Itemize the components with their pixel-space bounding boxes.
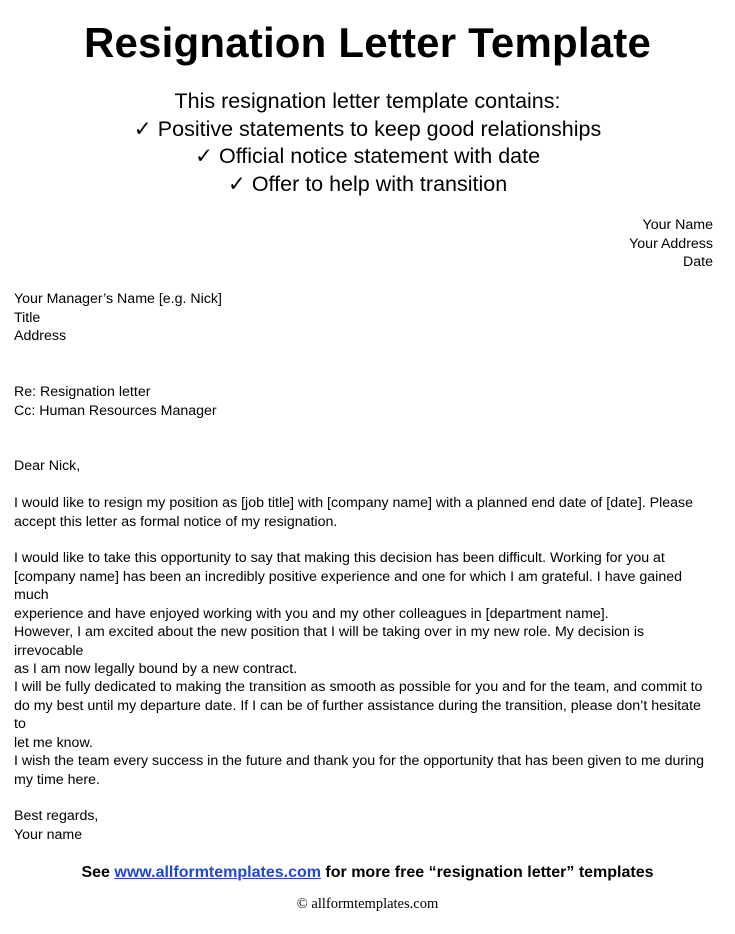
reference-block (14, 383, 714, 420)
checkmark-icon: ✓ (133, 116, 152, 141)
closing-regards: Best regards, (14, 808, 99, 824)
sender-name: Your Name (642, 217, 713, 233)
signature-name: Your name (14, 826, 83, 843)
paragraph-line: [company name] has been an incredibly positive experience and one for which I am grateful. I have gained much (14, 568, 683, 604)
paragraph-line: do my best until my departure date. If I can be of further assistance during the transition, please don’t hesitate to (14, 697, 701, 733)
intro-section (0, 88, 735, 199)
recipient-title: Title (14, 309, 41, 326)
paragraph-line: accept this letter as formal notice of my resignation. (14, 513, 338, 530)
paragraph-line: However, I am excited about the new position that I will be taking over in my new role. My decision is irrevocable (14, 624, 645, 659)
paragraph-line: I would like to resign my position as [job title] with [company name] with a planned end date of [date]. Please (14, 495, 694, 511)
re-line: Re: Resignation letter (14, 384, 151, 400)
cc-line: Cc: Human Resources Manager (14, 402, 217, 419)
closing-block (14, 807, 714, 844)
body-paragraph (14, 752, 714, 789)
footer-prefix: See (81, 864, 110, 881)
footer-suffix: for more free “resignation letter” templates (325, 864, 654, 881)
recipient-name: Your Manager’s Name [e.g. Nick] (14, 291, 222, 307)
sender-block (629, 216, 713, 272)
sender-address: Your Address (629, 235, 713, 252)
intro-point (0, 116, 735, 144)
intro-point-text: Official notice statement with date (218, 144, 541, 169)
intro-heading: This resignation letter template contains: (174, 89, 561, 113)
intro-point-text: Offer to help with transition (251, 172, 508, 197)
intro-point-text: Positive statements to keep good relationships (157, 116, 602, 141)
paragraph-line: let me know. (14, 734, 93, 751)
paragraph-line: I will be fully dedicated to making the transition as smooth as possible for you and for the team, and commit to (14, 679, 703, 695)
copyright-notice: © allformtemplates.com (296, 896, 439, 912)
body-paragraph (14, 549, 714, 623)
paragraph-line: experience and have enjoyed working with you and my other colleagues in [department name]. (14, 605, 609, 622)
body-paragraph (14, 494, 714, 531)
website-link[interactable]: www.allformtemplates.com (114, 864, 321, 881)
footer-cta (0, 862, 735, 884)
checkmark-icon: ✓ (227, 172, 246, 197)
checkmark-icon: ✓ (194, 144, 213, 169)
paragraph-line: as I am now legally bound by a new contract. (14, 661, 298, 678)
sender-date: Date (683, 254, 713, 271)
paragraph-line: my time here. (14, 771, 100, 788)
recipient-address: Address (14, 328, 67, 345)
intro-point (0, 143, 735, 171)
recipient-block (14, 290, 714, 346)
body-paragraph (14, 678, 714, 752)
paragraph-line: I wish the team every success in the future and thank you for the opportunity that has been given to me during (14, 753, 705, 769)
salutation: Dear Nick, (14, 458, 81, 474)
intro-point (0, 171, 735, 199)
paragraph-line: I would like to take this opportunity to say that making this decision has been difficult. Working for you at (14, 550, 665, 566)
body-paragraph (14, 623, 714, 679)
page-title: Resignation Letter Template (83, 19, 652, 66)
